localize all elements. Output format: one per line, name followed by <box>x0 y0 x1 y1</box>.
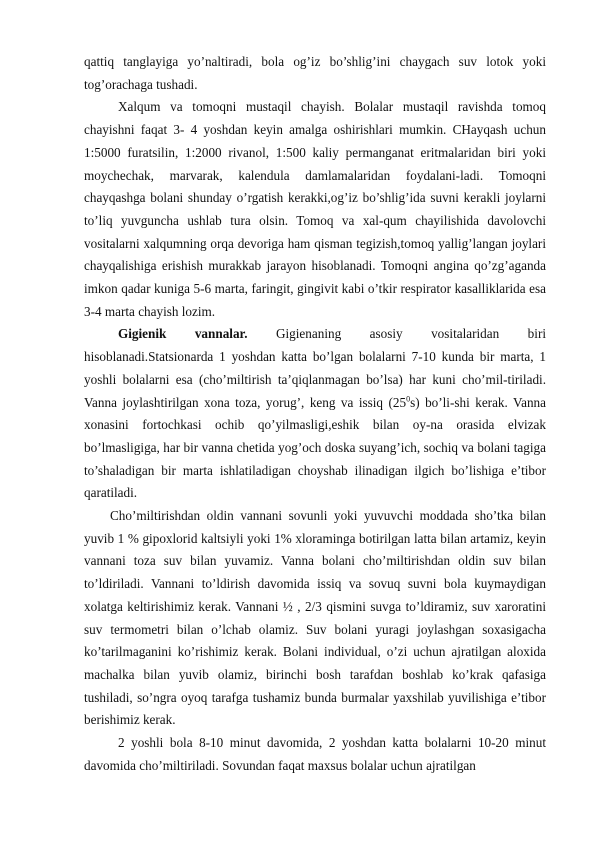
document-page <box>84 51 546 778</box>
section-heading-gigienik-vannalar: Gigienik vannalar. <box>118 326 248 342</box>
paragraph-3-text-b: s) bo’li-shi kerak. Vanna xonasini fortochkasi ochib qo’yilmasligi,eshik bilan oy-na orasida elvizak bo’lmasligiga, har bir vanna chetida yog’och doska suyang’ich, sochiq va bolani tagiga to’shaladigan bir marta ishlatiladigan choyshab ilinadigan ilgich bo’lishiga e’tibor qaratiladi. <box>84 394 546 501</box>
paragraph-5: 2 yoshli bola 8-10 minut davomida, 2 yoshdan katta bolalarni 10-20 minut davomida cho’miltiriladi. Sovundan faqat maxsus bolalar uchun ajratilgan <box>84 735 546 773</box>
paragraph-2: Xalqum va tomoqni mustaqil chayish. Bolalar mustaqil ravishda tomoq chayishni faqat 3- 4 yoshdan keyin amalga oshirishlari mumkin. CHayqash uchun 1:5000 furatsilin, 1:2000 rivanol, 1:500 kaliy permanganat eritmalaridan biri yoki moychechak, marvarak, kalendula damlamalaridan foydalani-ladi. Tomoqni chayqashga bolani shunday o’rgatish kerakki,og’iz bo’shlig’ida suvni kerakli joylarni to’liq yuvguncha ushlab tura olsin. Tomoq va xal-qum chayilishida davolovchi vositalarni xalqumning orqa devoriga ham qisman tegizish,tomoq yallig’langan joylari chayqalishiga erishish murakkab jarayon hisoblanadi. Tomoqni angina qo’zg’aganda imkon qadar kuniga 5-6 marta, faringit, gingivit kabi o’tkir respirator kasalliklarida esa 3-4 marta chayish lozim. <box>84 99 546 319</box>
paragraph-1: qattiq tanglayiga yo’naltiradi, bola og’iz bo’shlig’ini chaygach suv lotok yoki tog’orachaga tushadi. <box>84 54 546 92</box>
paragraph-4: Cho’miltirishdan oldin vannani sovunli yoki yuvuvchi moddada sho’tka bilan yuvib 1 % gipoxlorid kaltsiyli yoki 1% xloraminga botirilgan latta bilan artamiz, keyin vannani toza suv bilan yuvamiz. Vanna bolani cho’miltirishdan oldin suv bilan to’ldiriladi. Vannani to’ldirish davomida issiq va sovuq suvni bola kuymaydigan xolatga keltirishimiz kerak. Vannani ½ , 2/3 qismini suvga to’ldiramiz, suv xaroratini suv termometri bilan o’lchab olamiz. Suv bolani yuragi joylashgan soxasigacha ko’tarilmaganini ko’rishimiz kerak. Bolani individual, o’zi uchun ajratilgan aloxida machalka bilan yuvib olamiz, birinchi bosh tarafdan boshlab ko’krak qafasiga tushiladi, so’ngra oyoq tarafga tushamiz bunda burmalar yaxshilab yuvilishiga e’tibor berishimiz kerak. <box>84 508 546 728</box>
paragraph-3-text-a: Gigienaning asosiy vositalaridan biri hisoblanadi.Statsionarda 1 yoshdan katta bo’lgan bolalarni 7-10 kunda bir marta, 1 yoshli bolalarni esa (cho’miltirish ta’qiqlanmagan bo’lsa) har kuni cho’mil-tiriladi. Vanna joylashtirilgan xona toza, yorug’, keng va issiq (25 <box>84 326 546 410</box>
paragraph-3 <box>84 323 546 505</box>
degree-superscript: 0 <box>406 394 411 404</box>
